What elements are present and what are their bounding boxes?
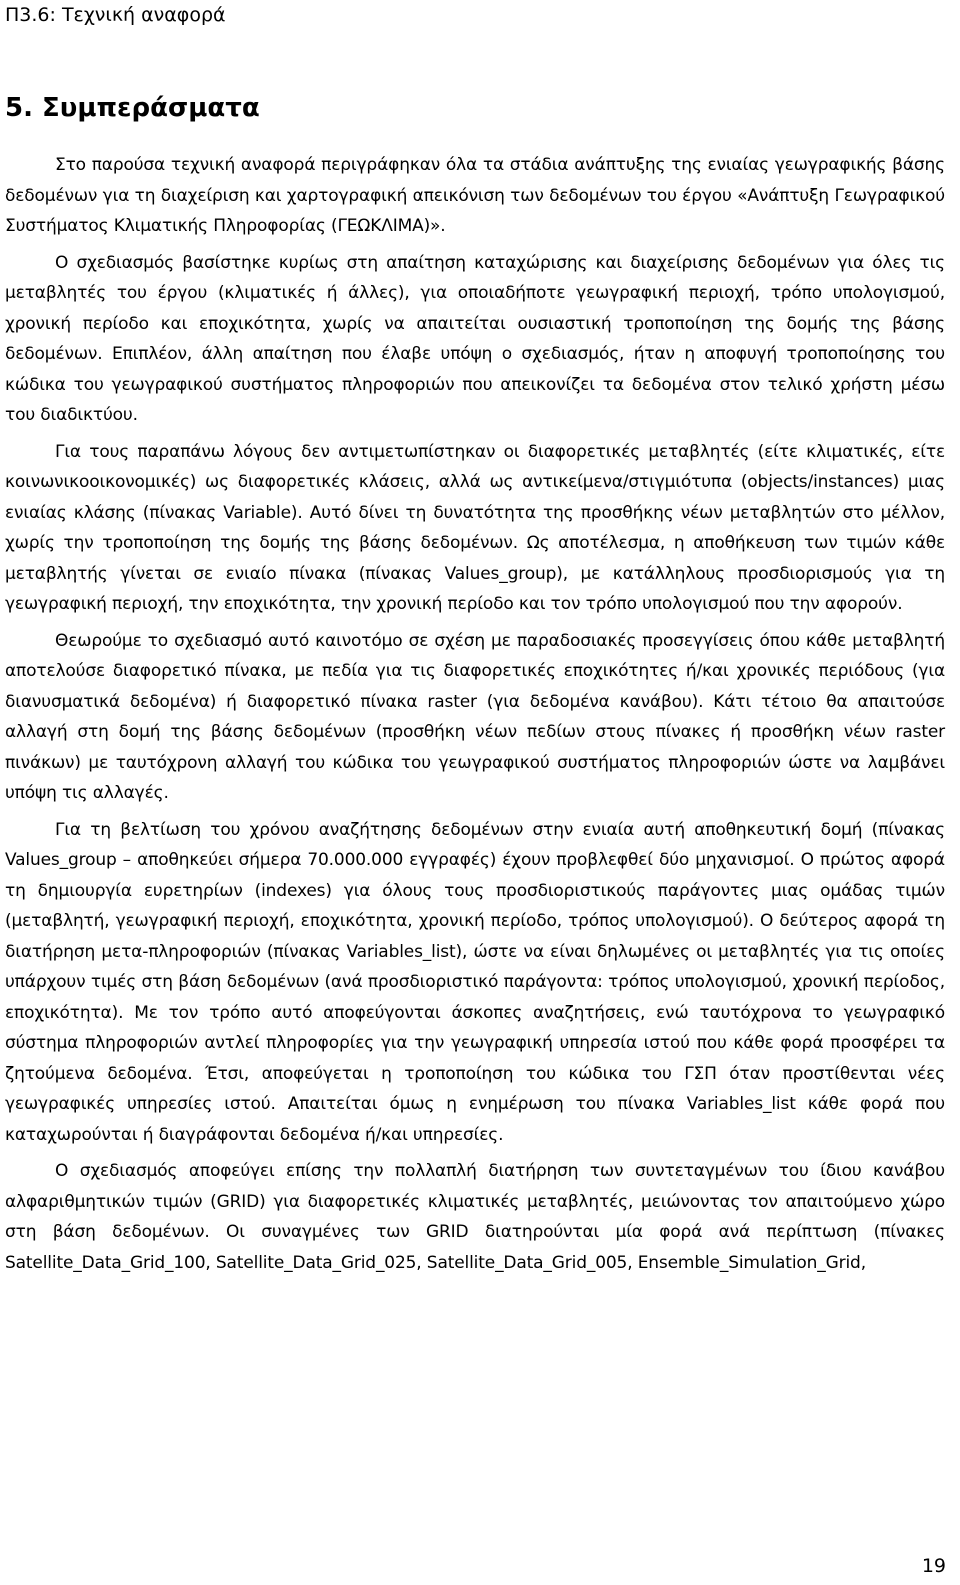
document-body: [5, 150, 945, 1284]
paragraph-3: Για τους παραπάνω λόγους δεν αντιμετωπίστηκαν οι διαφορετικές μεταβλητές (είτε κλιματικές, είτε κοινωνικοοικονομικές) ως διαφορετικές κλάσεις, αλλά ως αντικείμενα/στιγμιότυπα (objects/instances) μιας ενιαίας κλάσης (πίνακας Variable). Αυτό δίνει τη δυνατότητα της προσθήκης νέων μεταβλητών στο μέλλον, χωρίς την τροποποίηση της δομής της βάσης δεδομένων. Ως αποτέλεσμα, η αποθήκευση των τιμών κάθε μεταβλητής γίνεται σε ενιαίο πίνακα (πίνακας Values_group), με κατάλληλους προσδιορισμούς για τη γεωγραφική περιοχή, την εποχικότητα, την χρονική περίοδο και τον τρόπο υπολογισμού που την αφορούν.: [5, 441, 945, 614]
paragraph-5: Για τη βελτίωση του χρόνου αναζήτησης δεδομένων στην ενιαία αυτή αποθηκευτική δομή (πίνακας Values_group – αποθηκεύει σήμερα 70.000.000 εγγραφές) έχουν προβλεφθεί δύο μηχανισμοί. Ο πρώτος αφορά τη δημιουργία ευρετηρίων (indexes) για όλους τους προσδιοριστικούς παράγοντες μιας ομάδας τιμών (μεταβλητή, γεωγραφική περιοχή, εποχικότητα, χρονική περίοδο, τρόπος υπολογισμού). Ο δεύτερος αφορά τη διατήρηση μετα-πληροφοριών (πίνακας Variables_list), ώστε να είναι δηλωμένες οι μεταβλητές για τις οποίες υπάρχουν τιμές στη βάση δεδομένων (ανά προσδιοριστικό παράγοντα: τρόπος υπολογισμού, χρονική περίοδος, εποχικότητα). Με τον τρόπο αυτό αποφεύγονται άσκοπες αναζητήσεις, ενώ ταυτόχρονα το γεωγραφικό σύστημα πληροφοριών αντλεί πληροφορίες για την γεωγραφική υπηρεσία ιστού που κάθε φορά προσφέρει τα ζητούμενα δεδομένα. Έτσι, αποφεύγεται η τροποποίηση του κώδικα του ΓΣΠ όταν προστίθενται νέες γεωγραφικές υπηρεσίες ιστού. Απαιτείται όμως η ενημέρωση του πίνακα Variables_list κάθε φορά που καταχωρούνται ή διαγράφονται δεδομένα ή/και υπηρεσίες.: [5, 819, 945, 1145]
running-header: Π3.6: Τεχνική αναφορά: [5, 4, 226, 26]
paragraph-1: Στο παρούσα τεχνική αναφορά περιγράφηκαν όλα τα στάδια ανάπτυξης της ενιαίας γεωγραφικής βάσης δεδομένων για τη διαχείριση και χαρτογραφική απεικόνιση των δεδομένων του έργου «Ανάπτυξη Γεωγραφικού Συστήματος Κλιματικής Πληροφορίας (ΓΕΩΚΛΙΜΑ)».: [5, 155, 945, 236]
page-number: 19: [921, 1555, 946, 1577]
paragraph-6: Ο σχεδιασμός αποφεύγει επίσης την πολλαπλή διατήρηση των συντεταγμένων του ίδιου κανάβου αλφαριθμητικών τιμών (GRID) για διαφορετικές κλιματικές μεταβλητές, μειώνοντας τον απαιτούμενο χώρο στη βάση δεδομένων. Οι συναγμένες των GRID διατηρούνται μία φορά ανά περίπτωση (πίνακες Satellite_Data_Grid_100, Satellite_Data_Grid_025, Satellite_Data_Grid_005, Ensemble_Simulation_Grid,: [5, 1161, 945, 1273]
paragraph-2: Ο σχεδιασμός βασίστηκε κυρίως στη απαίτηση καταχώρισης και διαχείρισης δεδομένων για όλες τις μεταβλητές του έργου (κλιματικές ή άλλες), για οποιαδήποτε γεωγραφική περιοχή, τρόπο υπολογισμού, χρονική περίοδο και εποχικότητα, χωρίς να απαιτείται ουσιαστική τροποποίηση της δομής της βάσης δεδομένων. Επιπλέον, άλλη απαίτηση που έλαβε υπόψη ο σχεδιασμός, ήταν η αποφυγή τροποποίησης του κώδικα του γεωγραφικού συστήματος πληροφοριών που απεικονίζει τα δεδομένα στον τελικό χρήστη μέσω του διαδικτύου.: [5, 252, 945, 425]
section-title: 5. Συμπεράσματα: [5, 93, 260, 123]
paragraph-4: Θεωρούμε το σχεδιασμό αυτό καινοτόμο σε σχέση με παραδοσιακές προσεγγίσεις όπου κάθε μεταβλητή αποτελούσε διαφορετικό πίνακα, με πεδία για τις διαφορετικές εποχικότητες ή/και χρονικές περιόδους (για διανυσματικά δεδομένα) ή διαφορετικό πίνακα raster (για δεδομένα κανάβου). Κάτι τέτοιο θα απαιτούσε αλλαγή στη δομή της βάσης δεδομένων (προσθήκη νέων πεδίων στους πίνακες ή προσθήκη νέων raster πινάκων) με ταυτόχρονη αλλαγή του κώδικα του γεωγραφικού συστήματος πληροφοριών ώστε να λαμβάνει υπόψη τις αλλαγές.: [5, 630, 945, 803]
